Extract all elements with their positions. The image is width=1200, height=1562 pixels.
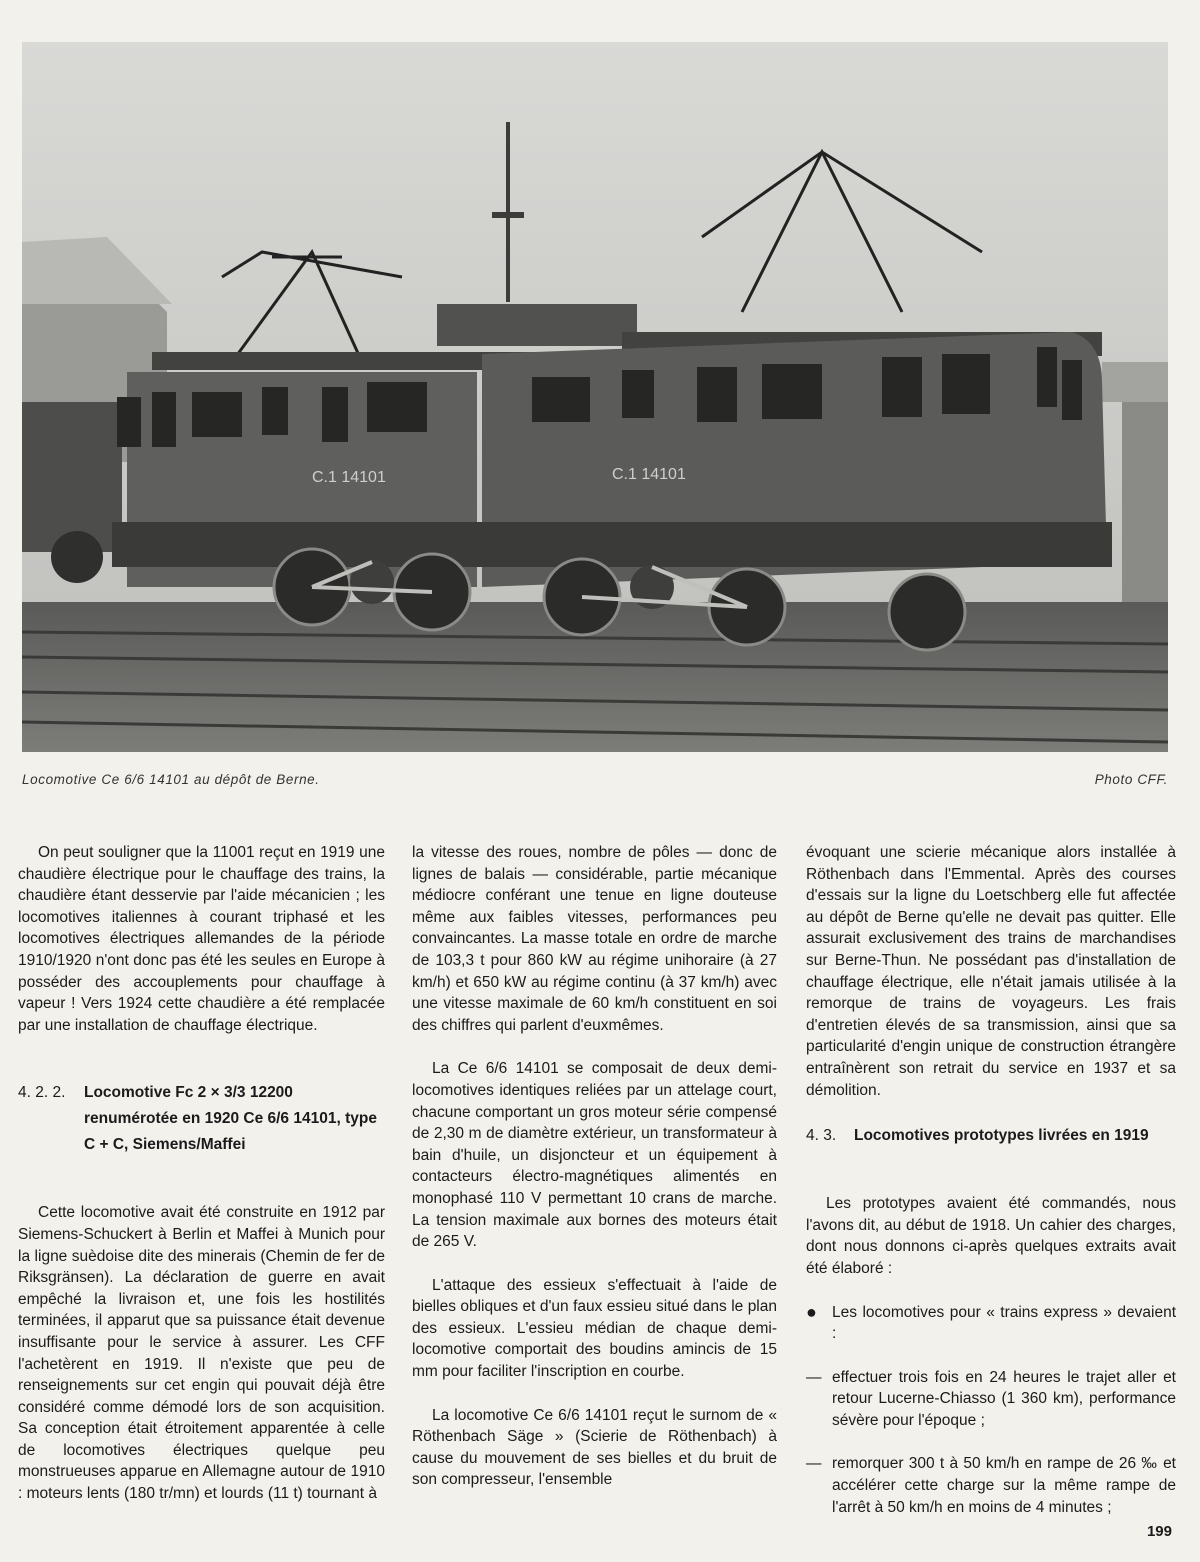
text-column-3: [806, 842, 1176, 1518]
photo-caption: Locomotive Ce 6/6 14101 au dépôt de Berne.: [22, 772, 320, 787]
bullet-text: Les locomotives pour « trains express » devaient :: [832, 1303, 1176, 1343]
dash-text: effectuer trois fois en 24 heures le trajet aller et retour Lucerne-Chiasso (1 360 km), performance sévère pour l'époque ;: [832, 1368, 1176, 1429]
text-column-1: [18, 842, 385, 1505]
dash-icon: —: [806, 1455, 822, 1473]
paragraph: La Ce 6/6 14101 se composait de deux demi-locomotives identiques reliées par un attelage court, chacune comportant un gros moteur série compensé de 2,30 m de diamètre extérieur, un transformateur à bain d'huile, un disjoncteur et un équipement à contacteurs électro-magnétiques alimentés en monophasé 110 V permettant 10 crans de marche. La tension maximale aux bornes des moteurs était de 265 V.: [412, 1060, 777, 1251]
text-column-2: [412, 842, 777, 1491]
brick-pile: [1122, 392, 1168, 622]
bullet-item: [806, 1302, 1176, 1345]
dash-text: remorquer 300 t à 50 km/h en rampe de 26 ‰ et accélérer cette charge sur la même rampe de l'arrêt à 50 km/h en moins de 4 minutes ;: [832, 1455, 1176, 1516]
paragraph: évoquant une scierie mécanique alors installée à Röthenbach dans l'Emmental. Après des courses d'essais sur la ligne du Loetschberg elle fut affectée au dépôt de Berne qu'elle ne devait pas quitter. Elle assurait exclusivement des trains de marchandises sur Berne-Thun. Ne possédant pas d'installation de chauffage électrique, elle n'était jamais utilisée à la remorque de trains de voyageurs. Les frais d'entretien élevés de sa transmission, ainsi que sa particularité d'engin unique de construction étrangère entraînèrent son retrait du service en 1937 et sa démolition.: [806, 844, 1176, 1099]
section-title: Locomotives prototypes livrées en 1919: [854, 1127, 1149, 1145]
section-heading-4-3: [806, 1123, 1176, 1149]
section-number: 4. 3.: [806, 1127, 837, 1145]
section-heading-4-2-2: [18, 1080, 385, 1158]
paragraph: La locomotive Ce 6/6 14101 reçut le surnom de « Röthenbach Säge » (Scierie de Röthenbach) à cause du mouvement de ses bielles et du bruit de son compresseur, l'ensemble: [412, 1406, 777, 1489]
dash-item: [806, 1453, 1176, 1518]
section-number: 4. 2. 2.: [18, 1084, 66, 1102]
paragraph: la vitesse des roues, nombre de pôles — donc de lignes de balais — considérable, partie mécanique médiocre conférant une tenue en ligne douteuse même aux faibles vitesses, performances peu convaincantes. La masse totale en ordre de marche de 103,3 t pour 860 kW au régime unihoraire (à 27 km/h) et 650 kW au régime continu (à 37 km/h) avec une vitesse maximale de 60 km/h constituent en soi des chiffres qui parlent d'euxmêmes.: [412, 844, 777, 1034]
photo-credit: Photo CFF.: [1094, 772, 1168, 787]
bullet-icon: ●: [806, 1301, 817, 1322]
paragraph: L'attaque des essieux s'effectuait à l'aide de bielles obliques et d'un faux essieu situé dans le plan des essieux. L'essieu médian de chaque demi-locomotive comportait des boudins amincis de 15 mm pour faciliter l'inscription en courbe.: [412, 1276, 777, 1381]
dash-icon: —: [806, 1368, 822, 1386]
locomotive-photo: [22, 42, 1168, 752]
loco-number-left: C.1 14101: [312, 469, 386, 486]
loco-number-right: C.1 14101: [612, 466, 686, 483]
page-number: 199: [1146, 1523, 1172, 1540]
dash-item: [806, 1367, 1176, 1432]
paragraph: Cette locomotive avait été construite en 1912 par Siemens-Schuckert à Berlin et Maffei à Munich pour la ligne suèdoise dite des minerais (Chemin de fer de Riksgränsen). La déclaration de guerre en avait empêché la livraison et, une fois les hostilités terminées, il apparut que sa puissance était devenue insuffisante pour le service à assurer. Les CFF l'achetèrent en 1919. Il n'existe que peu de renseignements sur cet engin qui pouvait déjà être considéré comme démodé lors de son acquisition. Sa conception était étroitement apparentée à celle de locomotives électriques quelque peu monstrueuses apparue en Allemagne autour de 1910 : moteurs lents (180 tr/mn) et lourds (11 t) tournant à: [18, 1204, 385, 1503]
paragraph: Les prototypes avaient été commandés, nous l'avons dit, au début de 1918. Un cahier des charges, dont nous donnons ci-après quelques extraits avait été élaboré :: [806, 1195, 1176, 1277]
paragraph: On peut souligner que la 11001 reçut en 1919 une chaudière électrique pour le chauffage des trains, la chaudière étant desservie par l'aide mécanicien ; les locomotives italiennes à courant triphasé et les locomotives électriques allemandes de la période 1910/1920 n'ont donc pas été les seules en Europe à posséder des accouplements pour chauffage à vapeur ! Vers 1924 cette chaudière a été remplacée par une installation de chauffage électrique.: [18, 844, 385, 1034]
locomotive-illustration: [22, 42, 1168, 752]
section-title: Locomotive Fc 2 × 3/3 12200 renumérotée en 1920 Ce 6/6 14101, type C + C, Siemens/Maffei: [84, 1084, 377, 1154]
